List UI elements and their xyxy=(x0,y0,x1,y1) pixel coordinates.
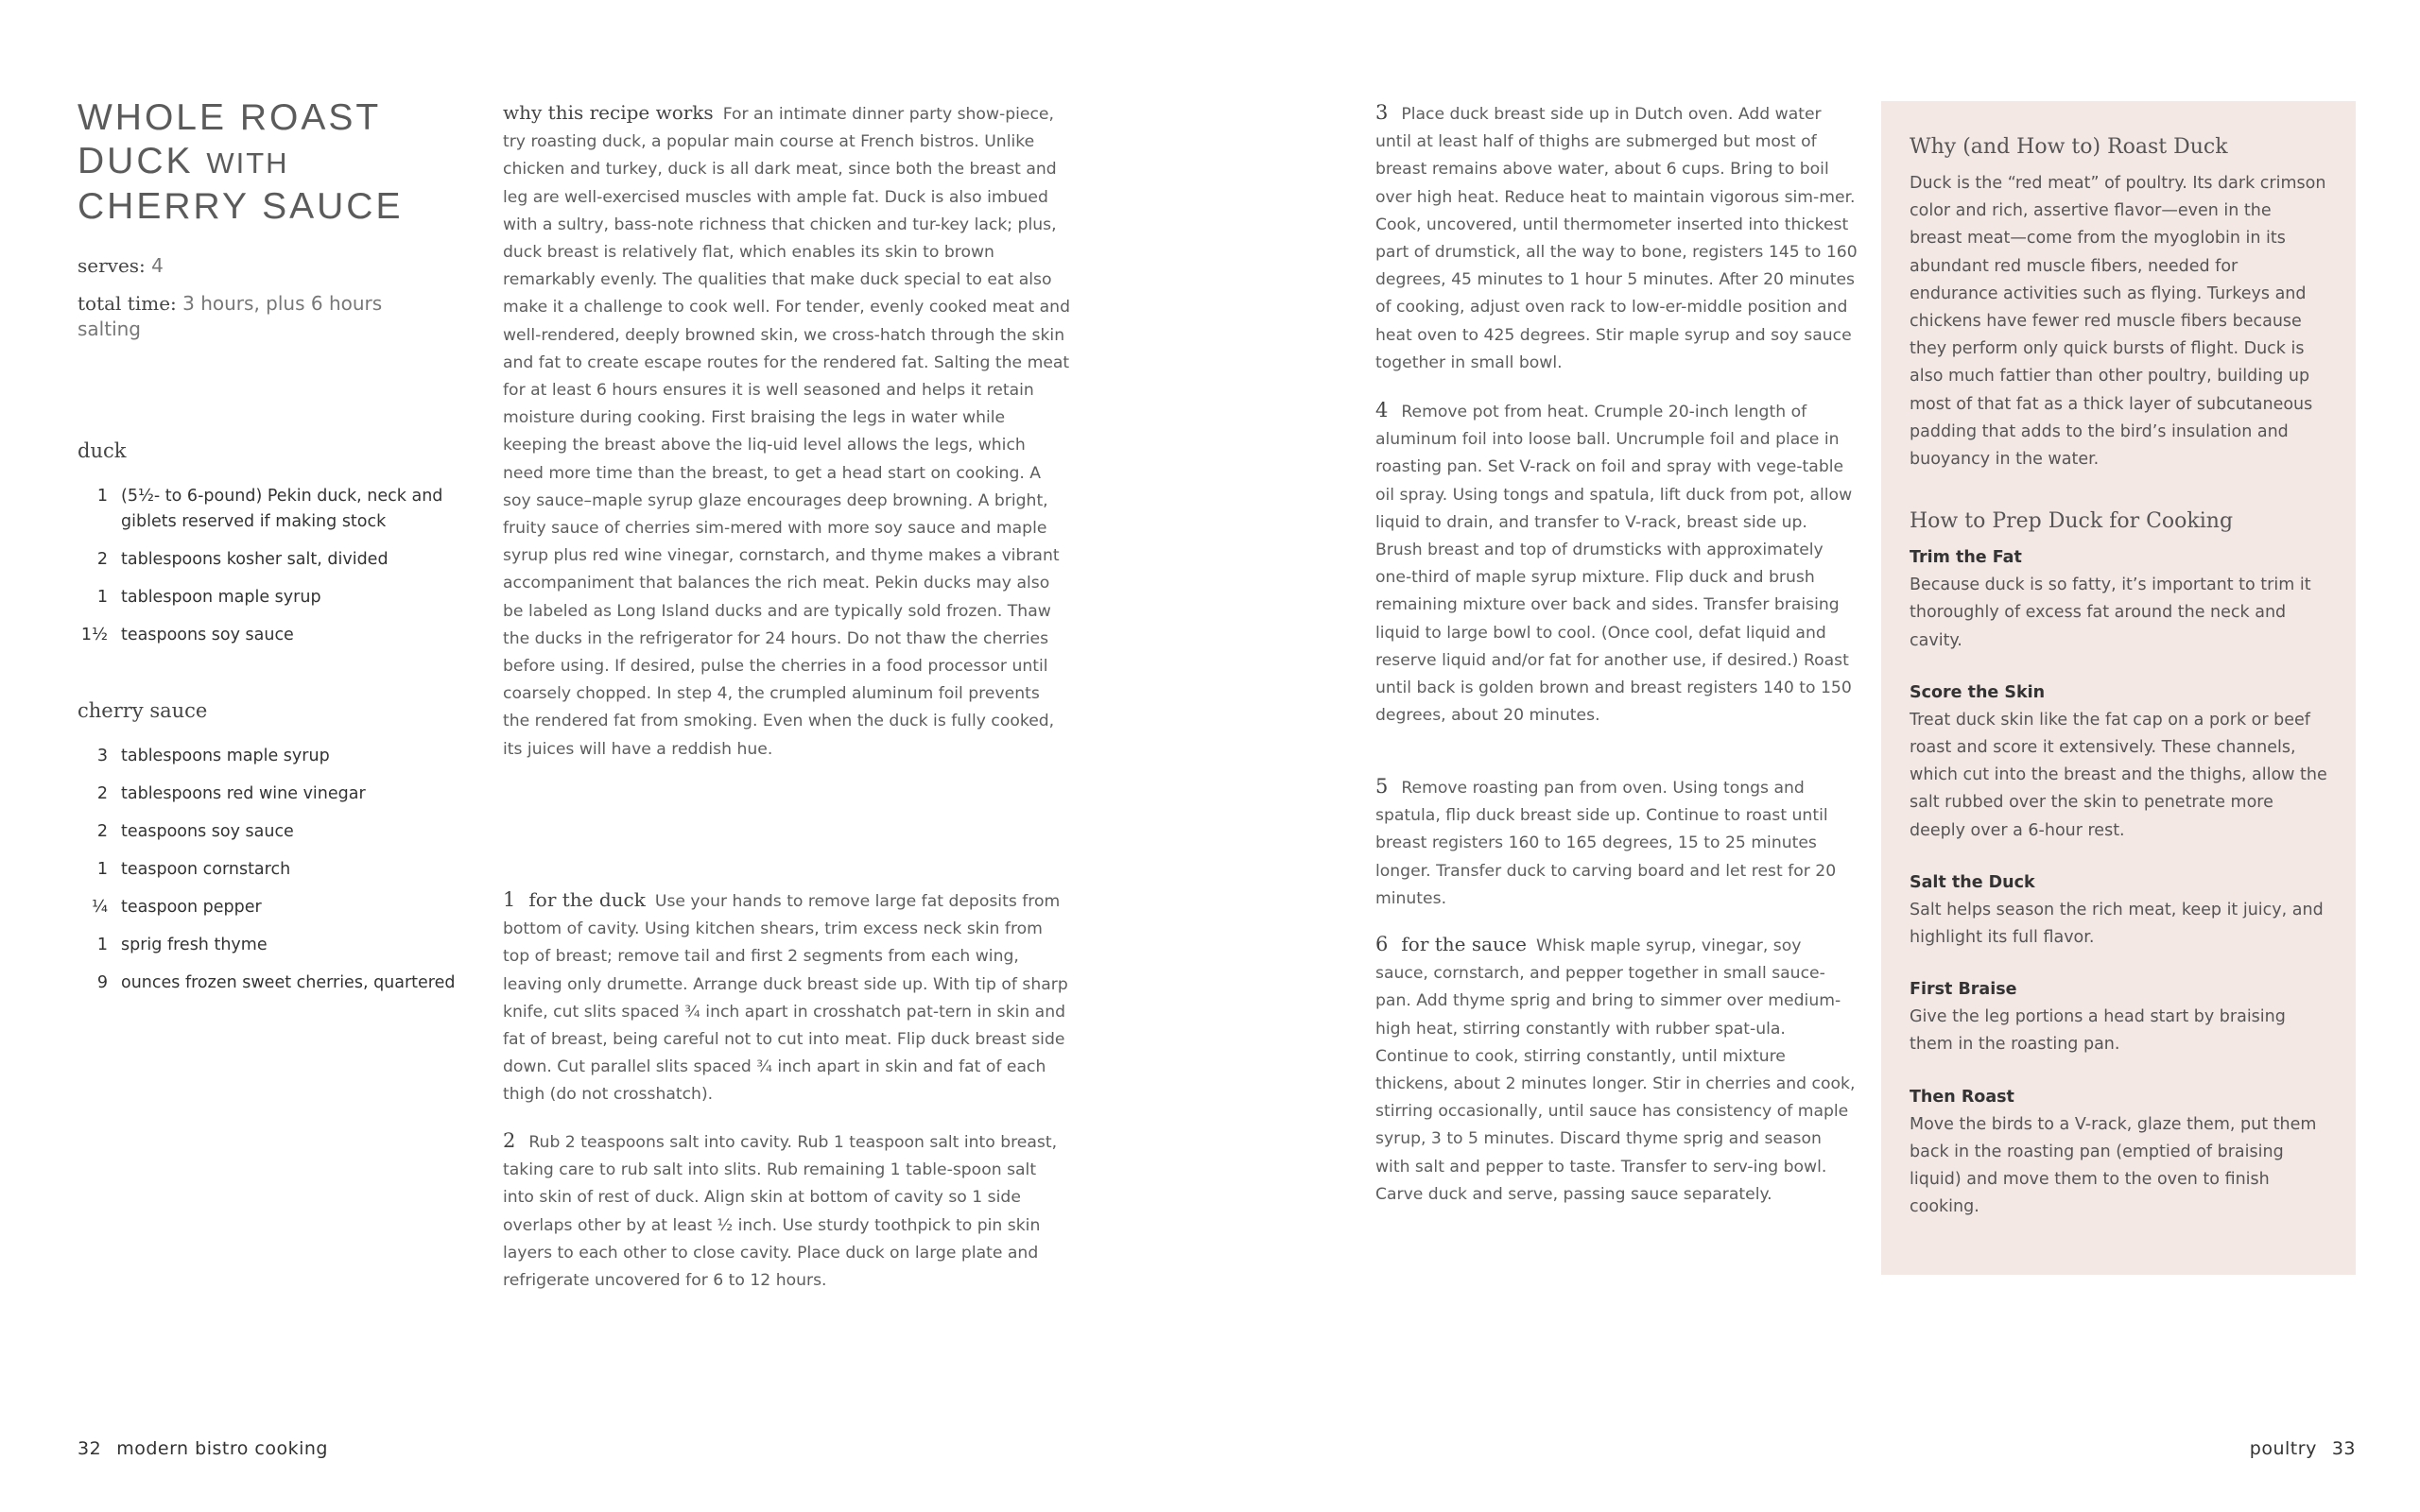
ingredient-qty: 1 xyxy=(96,936,108,954)
tip-text: Because duck is so fatty, it’s important to trim it thoroughly of excess fat around the neck and cavity. xyxy=(1910,576,2311,650)
step-5 xyxy=(1375,773,1858,913)
serves-value: 4 xyxy=(151,254,164,277)
total-time-info xyxy=(78,291,437,342)
ingredient-qty: 1 xyxy=(96,860,108,879)
ingredient-text: tablespoons maple syrup xyxy=(121,747,330,765)
step-6 xyxy=(1375,931,1858,1209)
ingredient-text: teaspoon pepper xyxy=(121,898,262,917)
ingredient-text: teaspoon cornstarch xyxy=(121,860,291,879)
ingredient-item xyxy=(78,547,484,573)
total-time-value: 3 hours, plus 6 hours salting xyxy=(78,292,383,340)
step-text: Remove pot from heat. Crumple 20-inch length of aluminum foil into loose ball. Uncrumple foil and place in roasting pan. Set V-rack on foil and spray with vege-table oil spray. Using tongs and spatula, lift duck from pot, allow liquid to drain, and transfer to V-rack, breast side up. Brush breast and top of drumsticks with approximately one-third of maple syrup mixture. Flip duck and brush remaining mixture over back and sides. Transfer braising liquid to large bowl to cool. (Once cool, defat liquid and reserve liquid and/or fat for another use, if desired.) Roast until back is golden brown and breast registers 140 to 150 degrees, about 20 minutes. xyxy=(1375,403,1853,726)
title-line-2 xyxy=(78,140,437,185)
tip-text: Move the birds to a V-rack, glaze them, put them back in the roasting pan (emptied of braising liquid) and move them to the oven to finish cooking. xyxy=(1910,1114,2317,1217)
ingredient-text: tablespoons red wine vinegar xyxy=(121,784,366,803)
sidebar-prep-section xyxy=(1910,509,2327,1221)
ingredient-text: (5½- to 6-pound) Pekin duck, neck and giblets reserved if making stock xyxy=(121,487,443,531)
step-text: Remove roasting pan from oven. Using tongs and spatula, flip duck breast side up. Continue to roast until breast registers 160 to 165 degrees, 15 to 25 minutes longer. Transfer duck to carving board and let rest for 20 minutes. xyxy=(1375,779,1837,908)
why-heading: why this recipe works xyxy=(503,101,714,124)
step-text: Whisk maple syrup, vinegar, soy sauce, cornstarch, and pepper together in small sauce-pan. Add thyme sprig and bring to simmer over medium-high heat, stirring constantly with rubber spat-ula. Continue to cook, stirring constantly, until mixture thickens, about 2 minutes longer. Stir in cherries and cook, stirring occasionally, until sauce has consistency of maple syrup, 3 to 5 minutes. Discard thyme sprig and season with salt and pepper to taste. Transfer to serv-ing bowl. Carve duck and serve, passing sauce separately. xyxy=(1375,936,1856,1204)
step-text: Use your hands to remove large fat deposits from bottom of cavity. Using kitchen shears, trim excess neck skin from top of breast; remove tail and first 2 segments from each wing, leaving only drumette. Arrange duck breast side up. With tip of sharp knife, cut slits spaced ¾ inch apart in crosshatch pat-tern in skin and fat of breast, being careful not to cut into meat. Flip duck breast side down. Cut parallel slits spaced ¾ inch apart in skin and fat of each thigh (do not crosshatch). xyxy=(503,892,1068,1105)
ingredient-qty: 2 xyxy=(96,550,108,569)
title-line-1: WHOLE ROAST xyxy=(78,97,382,138)
tip-title: Score the Skin xyxy=(1910,682,2046,702)
ingredient-qty: 2 xyxy=(96,822,108,841)
tip-title: Salt the Duck xyxy=(1910,872,2035,892)
ingredient-item xyxy=(78,857,484,883)
sidebar-tip xyxy=(1910,1084,2327,1222)
step-2 xyxy=(503,1127,1070,1295)
footer-left xyxy=(78,1438,328,1459)
ingredient-text: ounces frozen sweet cherries, quartered xyxy=(121,973,456,992)
step-heading: for the sauce xyxy=(1401,933,1527,955)
step-number: 2 xyxy=(503,1129,516,1152)
ingredients-duck-list xyxy=(78,484,484,661)
serves-info xyxy=(78,253,437,279)
chapter-title-left: modern bistro cooking xyxy=(116,1438,328,1459)
ingredients-sauce-list xyxy=(78,744,484,1008)
step-text: Rub 2 teaspoons salt into cavity. Rub 1 teaspoon salt into breast, taking care to rub salt into slits. Rub remaining 1 table-spoon salt into skin of rest of duck. Align skin at bottom of cavity so 1 side overlaps other by at least ½ inch. Use sturdy toothpick to pin skin layers to each other to close cavity. Place duck on large plate and refrigerate uncovered for 6 to 12 hours. xyxy=(503,1133,1058,1291)
why-text: For an intimate dinner party show-piece, try roasting duck, a popular main course at French bistros. Unlike chicken and turkey, duck is all dark meat, since both the breast and leg are well-exercised muscles with ample fat. Duck is also imbued with a sultry, bass-note richness that chicken and tur-key lack; plus, duck breast is relatively flat, which enables its skin to brown remarkably evenly. The qualities that make duck special to eat also make it a challenge to cook well. For tender, evenly cooked meat and well-rendered, deeply browned skin, we cross-hatch through the skin and fat to create escape routes for the rendered fat. Salting the meat for at least 6 hours ensures it is well seasoned and helps it retain moisture during cooking. First braising the legs in water while keeping the breast above the liq-uid level allows the legs, which need more time than the breast, to get a head start on cooking. A soy sauce–maple syrup glaze encourages deep browning. A bright, fruity sauce of cherries sim-mered with more soy sauce and maple syrup plus red wine vinegar, cornstarch, and thyme makes a vibrant accompaniment that balances the rich meat. Pekin ducks may also be labeled as Long Island ducks and are typically sold frozen. Thaw the ducks in the refrigerator for 24 hours. Do not thaw the cherries before using. If desired, pulse the cherries in a food processor until coarsely chopped. In step 4, the crumpled aluminum foil prevents the rendered fat from smoking. Even when the duck is fully cooked, its juices will have a reddish hue. xyxy=(503,105,1070,759)
title-duck: DUCK xyxy=(78,141,194,181)
ingredient-qty: 1½ xyxy=(80,626,108,644)
step-1 xyxy=(503,886,1070,1109)
title-line-3: CHERRY SAUCE xyxy=(78,186,404,227)
step-number: 5 xyxy=(1375,775,1389,798)
sidebar-box xyxy=(1881,101,2356,1275)
step-number: 1 xyxy=(503,888,516,911)
sidebar-tip xyxy=(1910,544,2327,655)
chapter-title-right: poultry xyxy=(2249,1438,2317,1459)
ingredient-item xyxy=(78,782,484,807)
sidebar-tip xyxy=(1910,976,2327,1058)
total-time-label: total time: xyxy=(78,292,177,315)
ingredient-qty: 3 xyxy=(96,747,108,765)
sidebar-tip xyxy=(1910,869,2327,952)
tip-text: Give the leg portions a head start by braising them in the roasting pan. xyxy=(1910,1007,2286,1055)
page-number-left: 32 xyxy=(78,1438,102,1459)
step-number: 6 xyxy=(1375,933,1389,955)
tip-title: Trim the Fat xyxy=(1910,548,2022,568)
ingredient-qty: 9 xyxy=(96,973,108,992)
sidebar-tip xyxy=(1910,679,2327,845)
ingredient-item xyxy=(78,895,484,920)
ingredient-item xyxy=(78,585,484,610)
ingredient-item xyxy=(78,484,484,535)
ingredient-text: teaspoons soy sauce xyxy=(121,822,294,841)
ingredient-text: tablespoons kosher salt, divided xyxy=(121,550,389,569)
ingredients-duck-heading: duck xyxy=(78,439,127,462)
tip-text: Treat duck skin like the fat cap on a pork or beef roast and score it extensively. These channels, which cut into the breast and the thighs, allow the salt rubbed over the skin to penetrate more deeply over a 6-hour rest. xyxy=(1910,710,2327,840)
ingredient-text: tablespoon maple syrup xyxy=(121,588,321,607)
ingredient-qty: 1 xyxy=(96,487,108,506)
ingredient-item xyxy=(78,744,484,769)
title-with: WITH xyxy=(206,146,289,180)
ingredient-item xyxy=(78,933,484,958)
tip-title: Then Roast xyxy=(1910,1087,2014,1107)
ingredient-item xyxy=(78,623,484,648)
serves-label: serves: xyxy=(78,254,146,277)
ingredient-qty: 2 xyxy=(96,784,108,803)
tip-title: First Braise xyxy=(1910,980,2017,1000)
ingredient-item xyxy=(78,971,484,996)
ingredients-sauce-heading: cherry sauce xyxy=(78,699,208,722)
recipe-title xyxy=(78,96,437,229)
sidebar-subtitle: How to Prep Duck for Cooking xyxy=(1910,509,2234,534)
step-heading: for the duck xyxy=(528,888,646,911)
sidebar-intro: Duck is the “red meat” of poultry. Its dark crimson color and rich, assertive flavor—even in the breast meat—come from the myoglobin in its abundant red muscle fibers, needed for endurance activities such as flying. Turkeys and chickens have fewer red muscle fibers because they perform only quick bursts of flight. Duck is also much fattier than other poultry, building up most of that fat as a thick layer of subcutaneous padding that adds to the bird’s insulation and buoyancy in the water. xyxy=(1910,174,2326,470)
ingredient-text: sprig fresh thyme xyxy=(121,936,268,954)
step-4 xyxy=(1375,397,1858,730)
ingredient-qty: ¼ xyxy=(92,898,108,917)
ingredient-item xyxy=(78,819,484,845)
ingredient-qty: 1 xyxy=(96,588,108,607)
ingredient-text: teaspoons soy sauce xyxy=(121,626,294,644)
step-3 xyxy=(1375,99,1858,377)
page-number-right: 33 xyxy=(2331,1438,2356,1459)
footer-right xyxy=(2250,1438,2356,1459)
step-text: Place duck breast side up in Dutch oven. Add water until at least half of thighs are submerged but most of breast remains above water, about 6 cups. Bring to boil over high heat. Reduce heat to maintain vigorous sim-mer. Cook, uncovered, until thermometer inserted into thickest part of drumstick, all the way to bone, registers 145 to 160 degrees, 45 minutes to 1 hour 5 minutes. After 20 minutes of cooking, adjust oven rack to low-er-middle position and heat oven to 425 degrees. Stir maple syrup and soy sauce together in small bowl. xyxy=(1375,105,1858,372)
tip-text: Salt helps season the rich meat, keep it juicy, and highlight its full flavor. xyxy=(1910,900,2324,948)
sidebar-title: Why (and How to) Roast Duck xyxy=(1910,135,2228,159)
step-number: 4 xyxy=(1375,399,1389,421)
why-this-recipe-works xyxy=(503,99,1070,764)
step-number: 3 xyxy=(1375,101,1389,124)
